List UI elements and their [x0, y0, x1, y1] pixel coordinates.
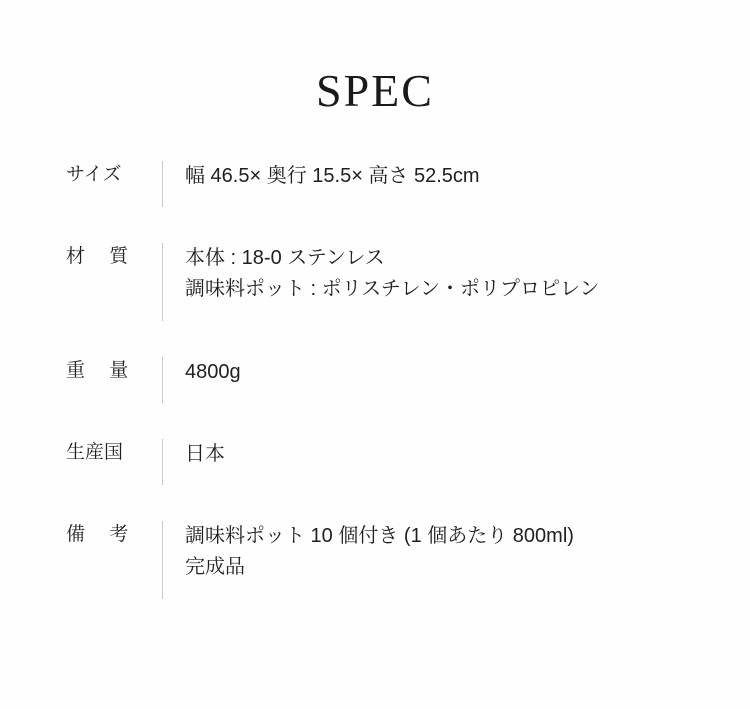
page-title: SPEC [316, 65, 434, 116]
spec-label-origin: 生産国 [66, 442, 124, 463]
table-row [66, 357, 690, 403]
value-line: 調味料ポット : ポリスチレン・ポリプロピレン [185, 278, 600, 300]
value-line: 完成品 [185, 556, 245, 578]
spec-label-notes: 備 考 [66, 524, 129, 545]
value-line: 幅 46.5× 奥行 15.5× 高さ 52.5cm [185, 165, 480, 187]
spec-label-material: 材 質 [66, 246, 129, 267]
table-row [66, 521, 690, 599]
spec-value-size [163, 161, 690, 192]
spec-label-weight: 重 量 [66, 360, 129, 381]
table-row [66, 161, 690, 207]
spec-value-origin [163, 439, 690, 470]
value-line: 日本 [185, 443, 225, 465]
table-row [66, 243, 690, 321]
spec-label-size: サイズ [66, 164, 122, 185]
spec-value-weight [163, 357, 690, 388]
value-line: 調味料ポット 10 個付き (1 個あたり 800ml) [185, 525, 574, 547]
value-line: 4800g [185, 361, 241, 383]
spec-value-material [163, 243, 690, 305]
spec-value-notes [163, 521, 690, 583]
value-line: 本体 : 18-0 ステンレス [185, 247, 385, 269]
table-row [66, 439, 690, 485]
spec-table [0, 161, 750, 599]
